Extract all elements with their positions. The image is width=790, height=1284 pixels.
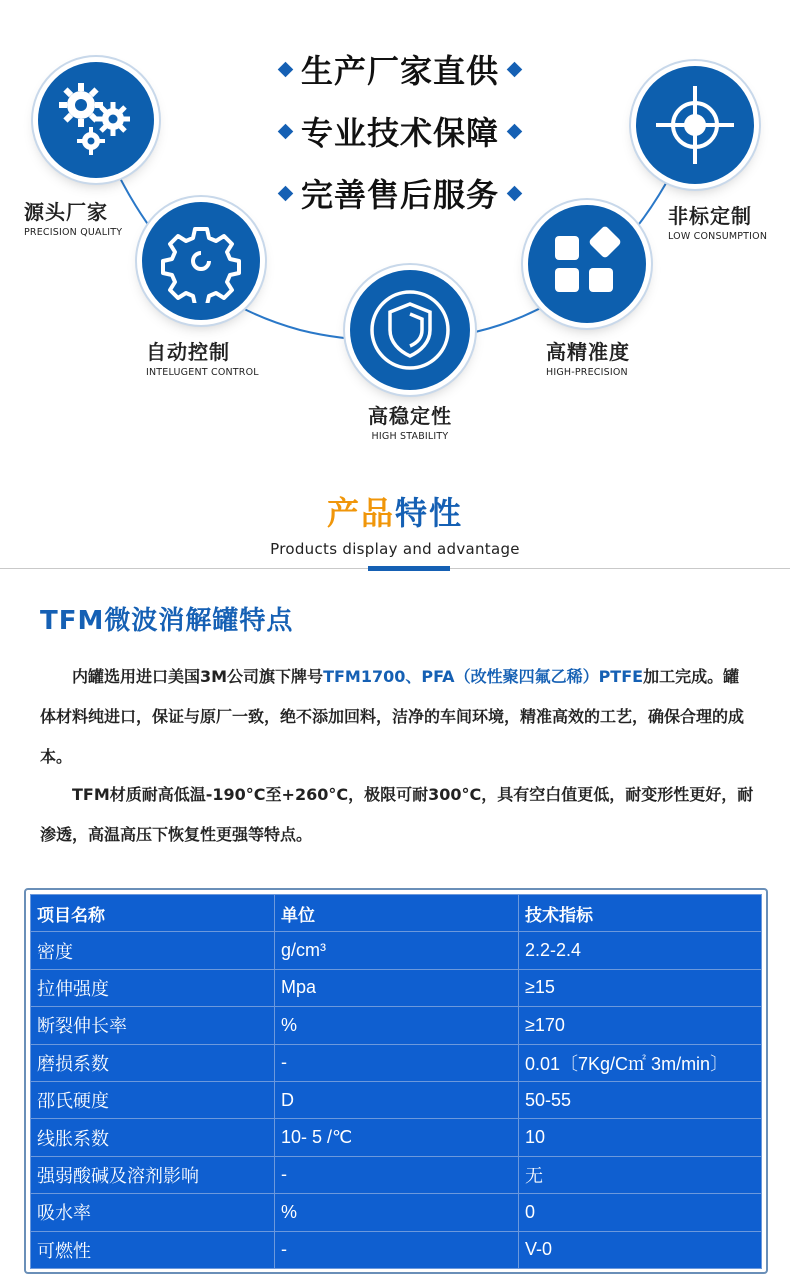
feature-title: 高稳定性: [368, 404, 452, 428]
feature-circle-control: [142, 202, 260, 320]
table-cell: %: [275, 1007, 519, 1044]
table-cell: ≥170: [519, 1007, 762, 1044]
table-header-cell: 单位: [275, 895, 519, 932]
diamond-icon: [278, 61, 294, 77]
section-subtitle: Products display and advantage: [270, 540, 520, 558]
slogan-item: [265, 162, 535, 224]
feature-circle-precision: [528, 205, 646, 323]
grid-blocks-icon: [549, 226, 625, 302]
table-row: [31, 1231, 762, 1268]
feature-label-control: [146, 336, 259, 378]
feature-label-source: [24, 196, 122, 238]
feature-subtitle: LOW CONSUMPTION: [668, 231, 768, 242]
table-row: [31, 1119, 762, 1156]
paragraph-text: 加工完成。罐体材料纯进口，保证与原厂一致，绝不添加回料，洁净的车间环境，精准高效的工艺，确保合理的成本。: [40, 667, 745, 766]
section-title-blue: 特性: [395, 494, 464, 532]
feature-subtitle: INTELUGENT CONTROL: [146, 367, 259, 378]
table-cell: 断裂伸长率: [31, 1007, 275, 1044]
table-cell: 拉伸强度: [31, 969, 275, 1006]
slogan-text: 专业技术保障: [300, 114, 499, 152]
feature-circle-custom: [636, 66, 754, 184]
table-cell: 0: [519, 1194, 762, 1231]
spec-table: [30, 894, 762, 1269]
feature-title: 高精准度: [546, 340, 630, 364]
diamond-icon: [507, 61, 523, 77]
table-cell: 密度: [31, 932, 275, 969]
feature-subtitle: PRECISION QUALITY: [24, 227, 123, 238]
feature-subtitle: HIGH STABILITY: [371, 431, 449, 442]
table-header-cell: 技术指标: [519, 895, 762, 932]
table-cell: 无: [519, 1156, 762, 1193]
slogan-item: [265, 100, 535, 162]
table-row: [31, 1194, 762, 1231]
shield-icon: [364, 284, 456, 376]
table-cell: 可燃性: [31, 1231, 275, 1268]
slogan-list: [265, 38, 535, 224]
table-cell: 邵氏硬度: [31, 1081, 275, 1118]
section-heading: [0, 488, 790, 558]
table-cell: -: [275, 1044, 519, 1081]
feature-title: 非标定制: [668, 204, 752, 228]
table-cell: 线胀系数: [31, 1119, 275, 1156]
feature-title: 自动控制: [146, 340, 230, 364]
table-cell: D: [275, 1081, 519, 1118]
feature-circle-stability: [350, 270, 470, 390]
table-cell: %: [275, 1194, 519, 1231]
paragraph-text: 内罐选用进口美国3M公司旗下牌号: [72, 667, 324, 686]
table-row: [31, 969, 762, 1006]
table-cell: 50-55: [519, 1081, 762, 1118]
table-row: [31, 1044, 762, 1081]
feature-subtitle: HIGH-PRECISION: [546, 367, 628, 378]
table-cell: 2.2-2.4: [519, 932, 762, 969]
table-header-cell: 项目名称: [31, 895, 275, 932]
table-row: [31, 1007, 762, 1044]
diamond-icon: [278, 185, 294, 201]
feature-label-precision: [546, 336, 630, 378]
crosshair-icon: [650, 80, 740, 170]
gears-icon: [51, 75, 141, 165]
section-title-orange: 产品: [326, 494, 395, 532]
slogan-text: 生产厂家直供: [300, 52, 499, 90]
features-paragraph-1: [40, 657, 755, 777]
table-cell: 10: [519, 1119, 762, 1156]
table-cell: 强弱酸碱及溶剂影响: [31, 1156, 275, 1193]
hero-section: [0, 0, 790, 470]
feature-label-custom: [668, 200, 767, 242]
section-title: [0, 488, 790, 534]
gear-outline-icon: [159, 219, 243, 303]
table-row: [31, 1081, 762, 1118]
table-cell: V-0: [519, 1231, 762, 1268]
table-cell: 0.01〔7Kg/C㎡ 3m/min〕: [519, 1044, 762, 1081]
table-cell: g/cm³: [275, 932, 519, 969]
feature-circle-source: [38, 62, 154, 178]
features-paragraph-2: TFM材质耐高低温-190°C至+260°C，极限可耐300°C，具有空白值更低，耐变形性更好，耐渗透，高温高压下恢复性更强等特点。: [40, 785, 754, 844]
table-cell: Mpa: [275, 969, 519, 1006]
table-cell: -: [275, 1156, 519, 1193]
feature-label-stability: [330, 400, 490, 442]
table-cell: -: [275, 1231, 519, 1268]
table-cell: ≥15: [519, 969, 762, 1006]
feature-title: 源头厂家: [24, 200, 108, 224]
table-row: [31, 1156, 762, 1193]
table-cell: 磨损系数: [31, 1044, 275, 1081]
diamond-icon: [507, 185, 523, 201]
table-row: [31, 932, 762, 969]
table-cell: 吸水率: [31, 1194, 275, 1231]
table-header-row: [31, 895, 762, 932]
spec-table-frame: [24, 888, 768, 1274]
table-cell: 10- 5 /℃: [275, 1119, 519, 1156]
paragraph-highlight: TFM1700、PFA（改性聚四氟乙稀）PTFE: [323, 667, 644, 686]
divider-accent: [368, 566, 450, 571]
slogan-item: [265, 38, 535, 100]
diamond-icon: [507, 123, 523, 139]
features-title: TFM微波消解罐特点: [40, 606, 294, 636]
slogan-text: 完善售后服务: [300, 176, 499, 214]
diamond-icon: [278, 123, 294, 139]
